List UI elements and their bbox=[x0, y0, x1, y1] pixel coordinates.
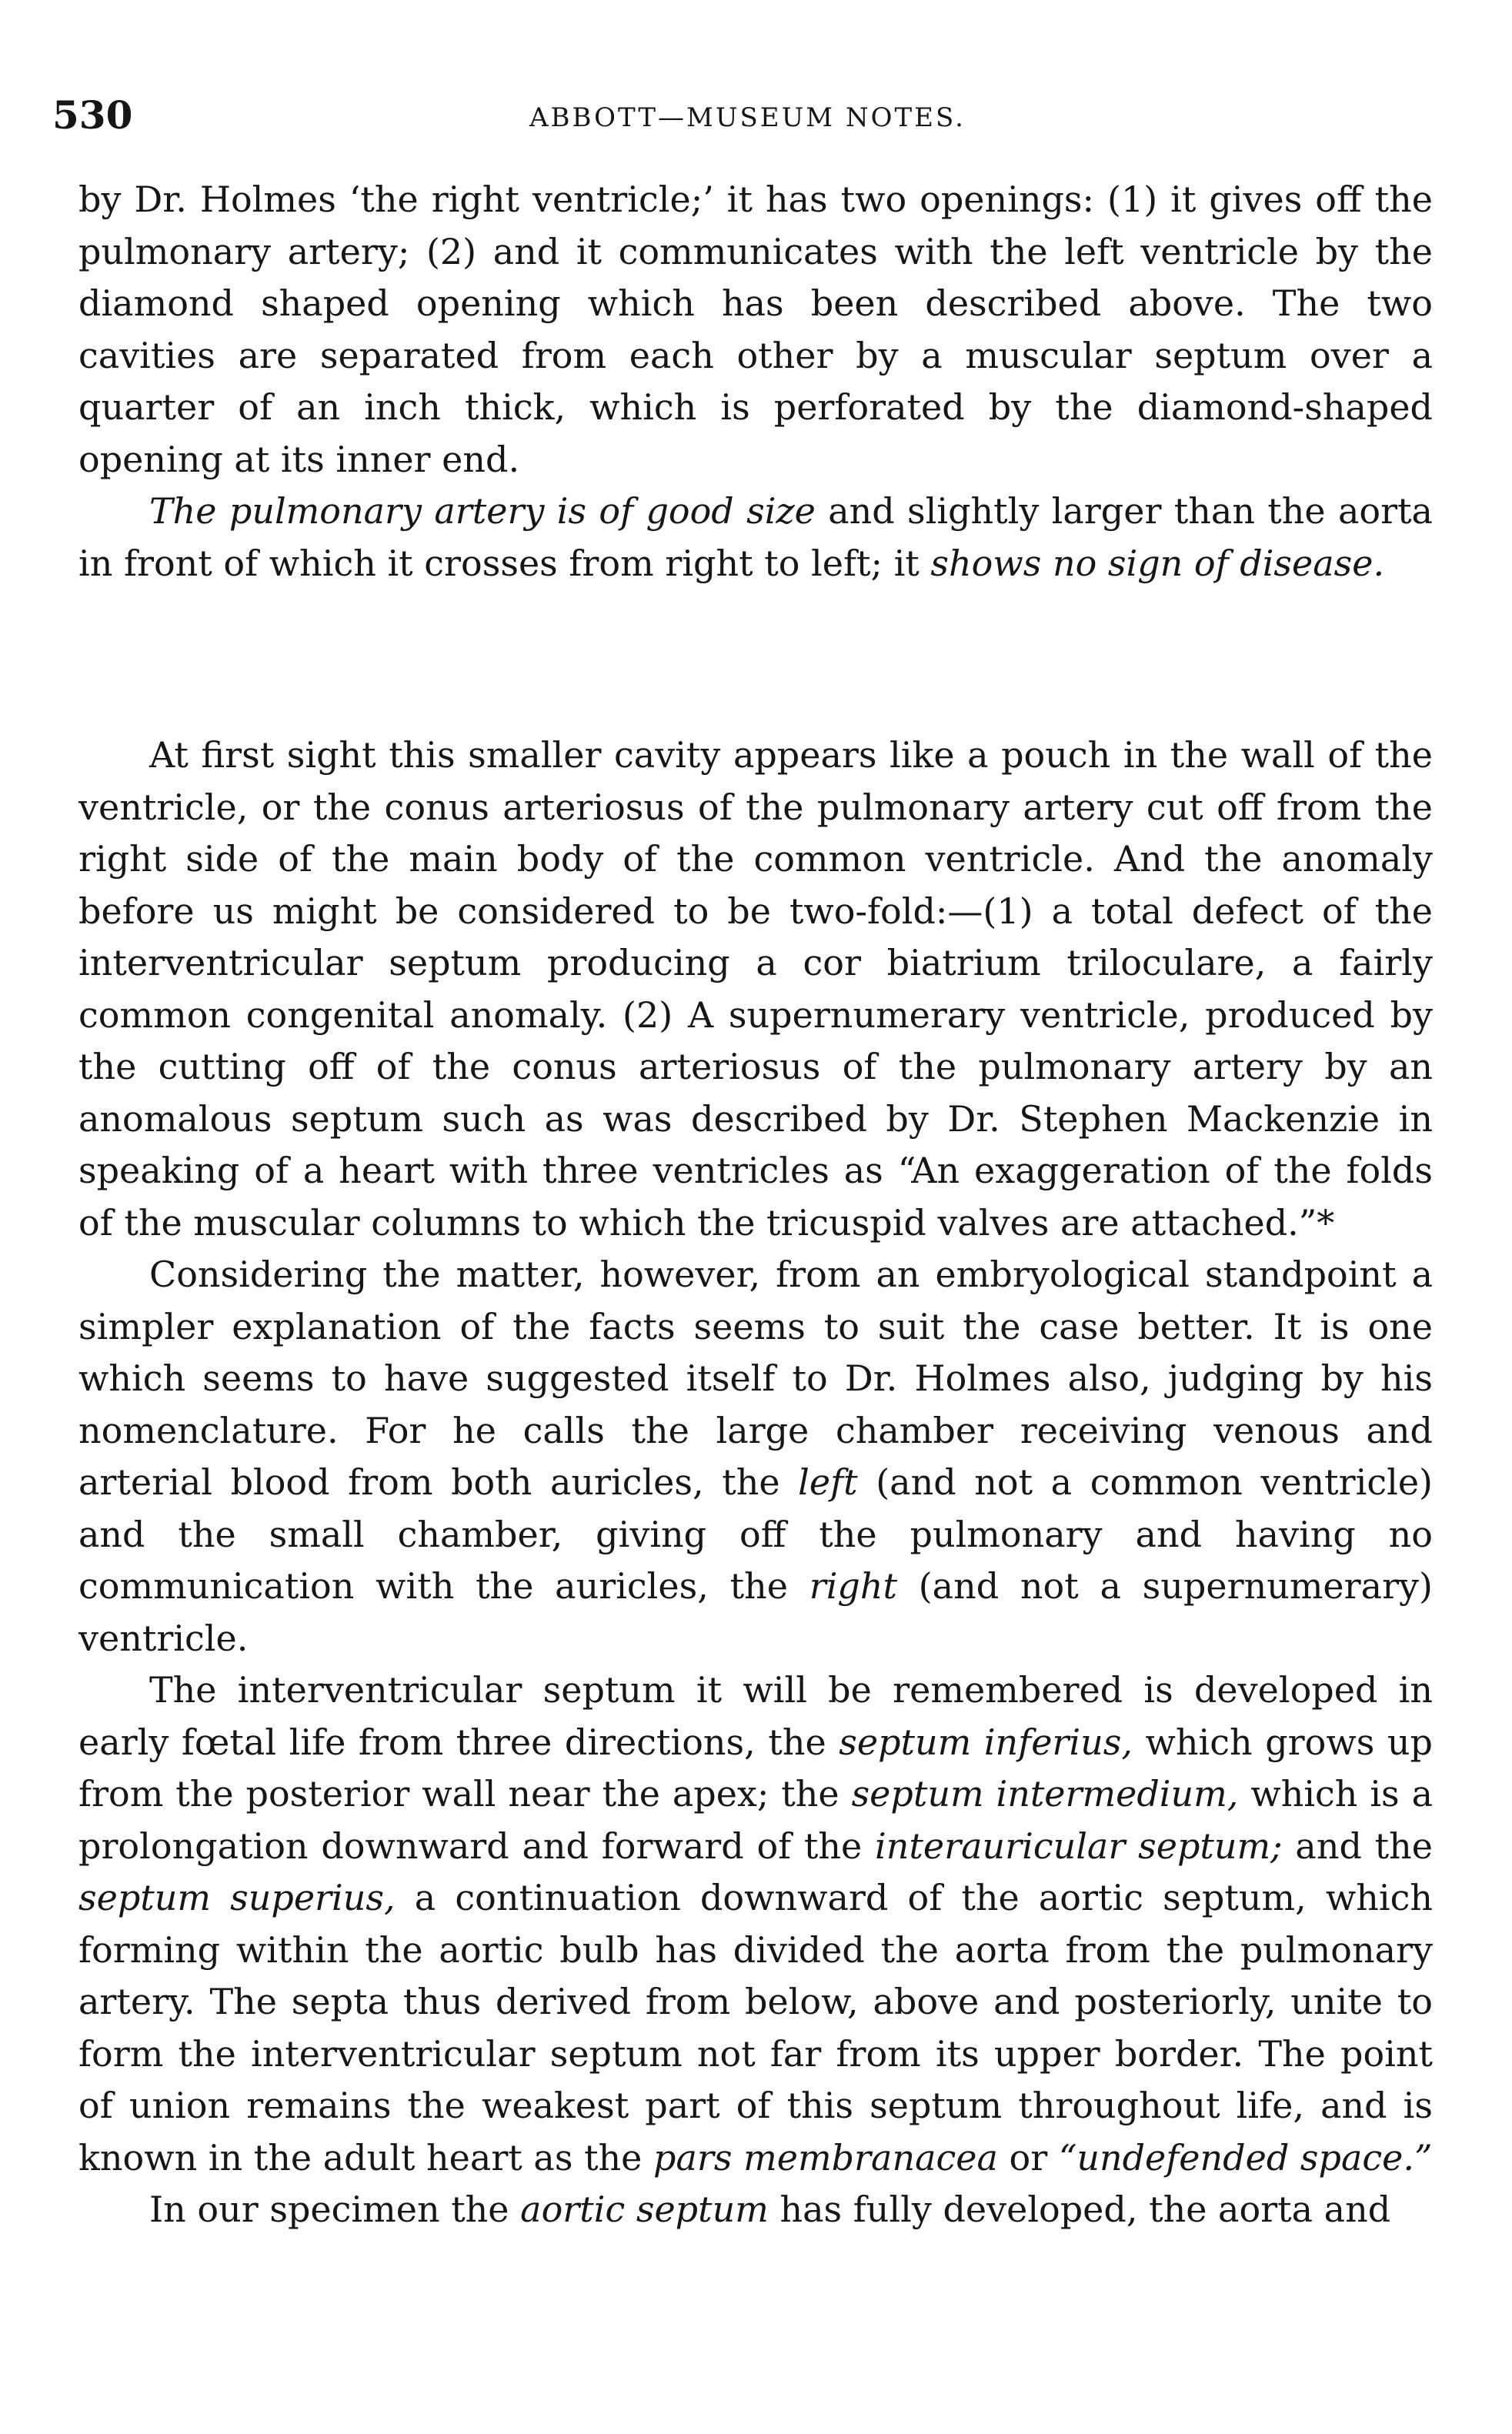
paragraph-text: (and not a common ventricle) and the small chamber, giving off the pulmonary and having no communication with the auricles, the bbox=[78, 1461, 1433, 1607]
running-head bbox=[52, 92, 1437, 154]
italic-text: The pulmonary artery is of good size bbox=[149, 490, 816, 532]
paragraph: At first sight this smaller cavity appears like a pouch in the wall of the ventricle, or the conus arteriosus of the pulmonary artery cut off from the right side of the main body of the common ventricle. And the anomaly before us might be considered to be two-fold:—(1) a total defect of the interventricular septum producing a cor biatrium triloculare, a fairly common congenital anomaly. (2) A supernumerary ventricle, produced by the cutting off of the conus arteriosus of the pulmonary artery by an anomalous septum such as was described by Dr. Stephen Mackenzie in speaking of a heart with three ventricles as “An exaggeration of the folds of the muscular columns to which the tricuspid valves are attached.”* bbox=[78, 734, 1433, 1244]
italic-text: pars membranacea bbox=[653, 2136, 998, 2179]
paragraph-text: which is a prolongation downward and forward of the bbox=[78, 1773, 1434, 1867]
paragraph-text: In our specimen the bbox=[149, 2189, 521, 2230]
paragraph-text: has fully developed, the aorta and bbox=[768, 2189, 1391, 2230]
italic-text: “undefended space.” bbox=[1058, 2136, 1433, 2179]
paragraph: by Dr. Holmes ‘the right ventricle;’ it has two openings: (1) it gives off the pulmonary artery; (2) and it communicates with the left ventricle by the diamond shaped opening which has been described above. The two cavities are separated from each other by a muscular septum over a quarter of an inch thick, which is perforated by the diamond-shaped opening at its inner end. bbox=[78, 179, 1433, 480]
italic-text: left bbox=[798, 1461, 858, 1503]
italic-text: septum superius, bbox=[78, 1877, 396, 1918]
paragraph-text: The interventricular septum it will be remembered is developed in early fœtal life from three directions, the bbox=[78, 1669, 1433, 1763]
text-block-lower bbox=[78, 730, 1433, 2236]
italic-text: right bbox=[809, 1565, 897, 1607]
italic-text: shows no sign of disease. bbox=[930, 542, 1385, 584]
italic-text: septum intermedium, bbox=[851, 1773, 1239, 1815]
paragraph-text: Considering the matter, however, from an embryological standpoint a simpler explanation of the facts seems to suit the case better. It is one which seems to have suggested itself to Dr. Holmes also, judging by his nomenclature. For he calls the large chamber receiving venous and arterial blood from both auricles, the bbox=[78, 1254, 1433, 1503]
paragraph bbox=[78, 486, 1433, 589]
paragraph-text: (and not a supernumerary) ventricle. bbox=[78, 1565, 1433, 1659]
italic-text: septum inferius, bbox=[839, 1721, 1133, 1763]
page-number: 530 bbox=[52, 92, 133, 138]
paragraph bbox=[78, 1249, 1433, 1664]
running-title: ABBOTT—MUSEUM NOTES. bbox=[529, 102, 966, 133]
text-block-upper bbox=[78, 174, 1433, 589]
paragraph bbox=[78, 1664, 1433, 2184]
paragraph bbox=[78, 2184, 1433, 2236]
italic-text: aortic septum bbox=[520, 2189, 769, 2230]
paragraph-text: or bbox=[997, 2136, 1059, 2179]
italic-text: interauricular septum; bbox=[875, 1825, 1283, 1867]
paragraph-text: a continuation downward of the aortic septum, which forming within the aortic bulb has divided the aorta from the pulmonary artery. The septa thus derived from below, above and posteriorly, unite to form the interventricular septum not far from its upper border. The point of union remains the weakest part of this septum throughout life, and is known in the adult heart as the bbox=[78, 1877, 1433, 2179]
paragraph-text: and the bbox=[1282, 1825, 1433, 1867]
paragraph-text: which grows up from the posterior wall near the apex; the bbox=[78, 1721, 1433, 1815]
paragraph-text: and slightly larger than the aorta in front of which it crosses from right to left; it bbox=[78, 490, 1433, 584]
